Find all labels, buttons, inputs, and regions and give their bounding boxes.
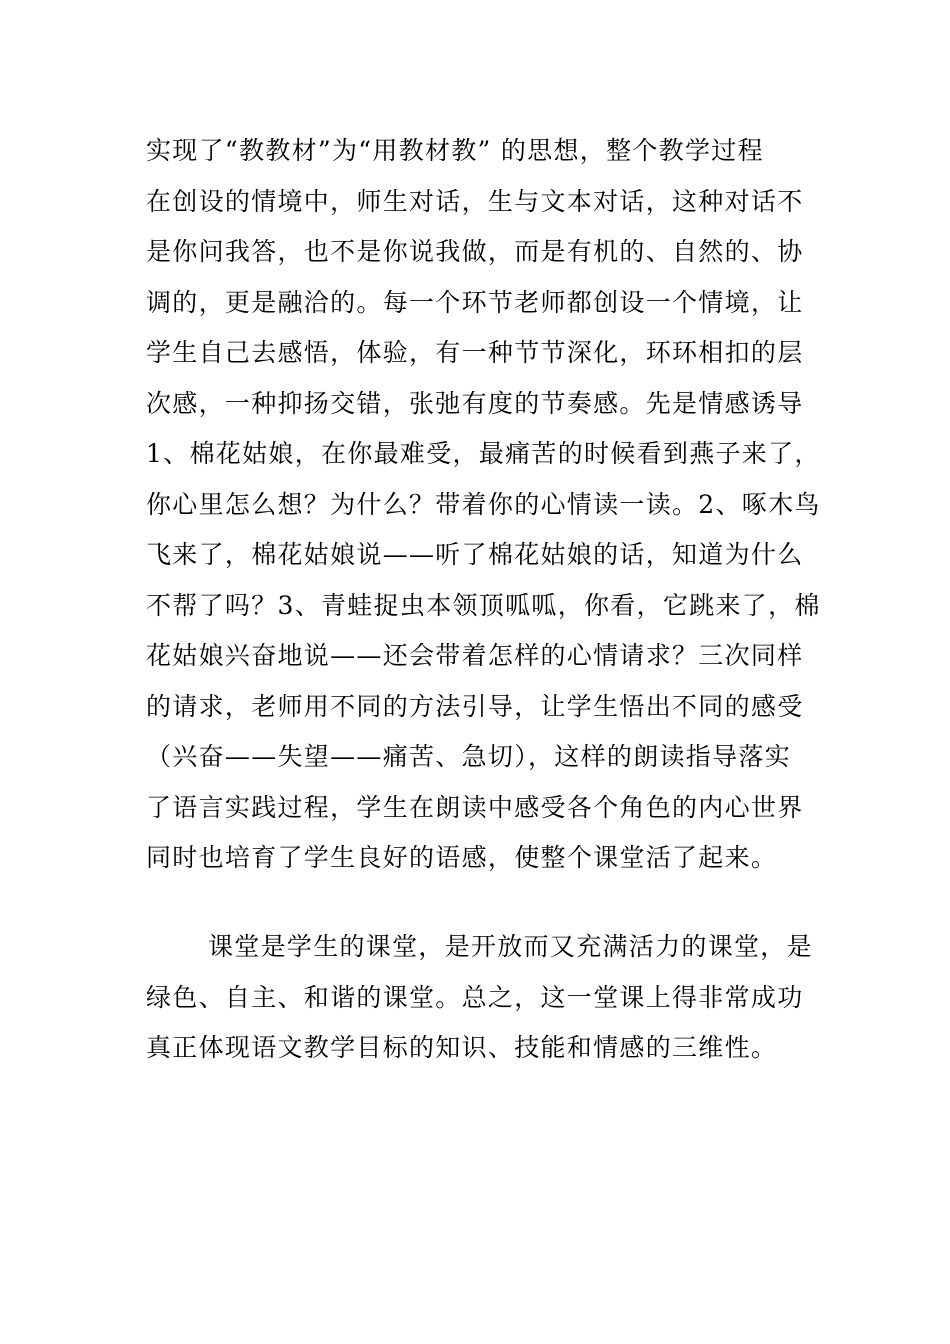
text-line: 课堂是学生的课堂，是开放而又充满活力的课堂，是	[208, 932, 813, 961]
text-line: 花姑娘兴奋地说——还会带着怎样的心情请求？三次同样	[146, 641, 804, 670]
text-line: 你心里怎么想？为什么？带着你的心情读一读。2、啄木鸟	[146, 489, 821, 519]
text-line: 了语言实践过程，学生在朗读中感受各个角色的内心世界	[146, 792, 804, 822]
text-line: 是你问我答，也不是你说我做，而是有机的、自然的、协	[146, 237, 804, 266]
text-line: 实现了“教教材”为“用教材教” 的思想，整个教学过程	[146, 136, 764, 165]
text-line: 真正体现语文教学目标的知识、技能和情感的三维性。	[146, 1033, 778, 1062]
text-line: （兴奋——失望——痛苦、急切），这样的朗读指导落实	[146, 742, 792, 771]
text-line: 调的，更是融洽的。每一个环节老师都创设一个情境，让	[146, 287, 804, 317]
text-line: 次感，一种抑扬交错，张弛有度的节奏感。先是情感诱导	[146, 388, 804, 418]
body-paragraph	[146, 126, 826, 884]
body-paragraph	[146, 922, 826, 1074]
text-line: 绿色、自主、和谐的课堂。总之，这一堂课上得非常成功	[146, 982, 804, 1012]
text-line: 飞来了，棉花姑娘说——听了棉花姑娘的话，知道为什么	[146, 540, 804, 569]
text-line: 1、棉花姑娘，在你最难受，最痛苦的时候看到燕子来了，	[146, 439, 821, 468]
text-line: 的请求，老师用不同的方法引导，让学生悟出不同的感受	[146, 691, 804, 721]
text-line: 不帮了吗？3、青蛙捉虫本领顶呱呱，你看，它跳来了，棉	[146, 590, 821, 620]
text-line: 在创设的情境中，师生对话，生与文本对话，这种对话不	[146, 186, 804, 216]
text-line: 学生自己去感悟，体验，有一种节节深化，环环相扣的层	[146, 338, 804, 367]
text-line: 同时也培育了学生良好的语感，使整个课堂活了起来。	[146, 843, 778, 872]
